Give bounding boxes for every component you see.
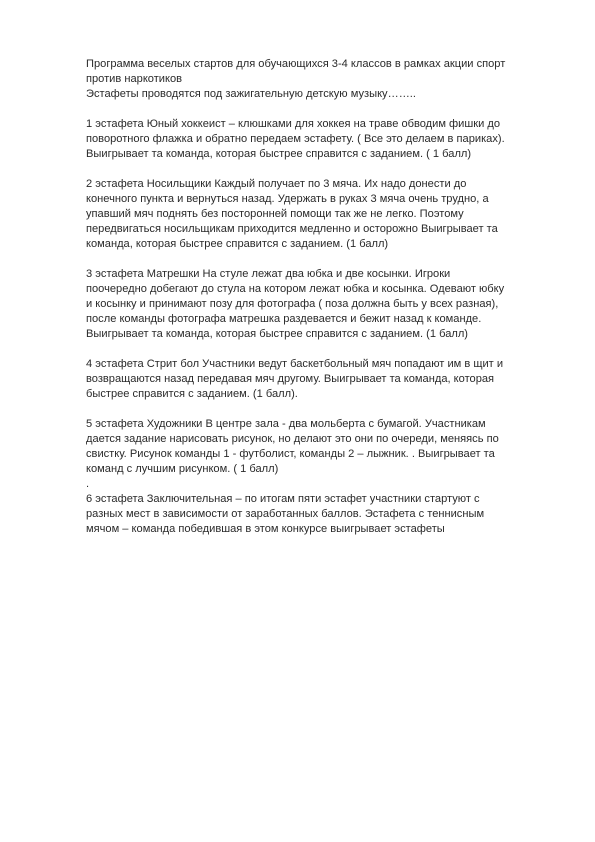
relay-5-paragraph: 5 эстафета Художники В центре зала - два мольберта с бумагой. Участникам дается задание нарисовать рисунок, но делают это они по очереди, меняясь по свистку. Рисунок команды 1 - футболист, команды 2 – лыжник. . Выигрывает та команд с лучшим рисунком. ( 1 балл) — [86, 418, 499, 475]
document-intro: Эстафеты проводятся под зажигательную детскую музыку…….. — [86, 88, 416, 100]
document-body — [86, 57, 556, 537]
paragraph-gap — [86, 402, 556, 417]
paragraph-gap — [86, 342, 556, 357]
document-title: Программа веселых стартов для обучающихся 3-4 классов в рамках акции спорт против наркотиков — [86, 58, 506, 85]
relay-4-paragraph: 4 эстафета Стрит бол Участники ведут баскетбольный мяч попадают им в щит и возвращаются назад передавая мяч другому. Выигрывает та команда, которая быстрее справится с заданием. (1 балл). — [86, 358, 504, 400]
paragraph-gap — [86, 102, 556, 117]
relay-1-paragraph: 1 эстафета Юный хоккеист – клюшками для хоккея на траве обводим фишки до поворотного флажка и обратно передаем эстафету. ( Все это делаем в париках). Выигрывает та команда, которая быстрее справится с заданием. ( 1 балл) — [86, 118, 505, 160]
stray-period: . — [86, 478, 90, 490]
relay-6-paragraph: 6 эстафета Заключительная – по итогам пяти эстафет участники стартуют с разных мест в зависимости от заработанных баллов. Эстафета с теннисным мячом – команда победившая в этом конкурсе выигрывает эстафеты — [86, 493, 485, 535]
paragraph-gap — [86, 252, 556, 267]
relay-2-paragraph: 2 эстафета Носильщики Каждый получает по 3 мяча. Их надо донести до конечного пункта и вернуться назад. Удержать в руках 3 мяча очень трудно, а упавший мяч поднять без посторонней помощи так же не легко. Поэтому передвигаться носильщикам приходится медленно и осторожно Выигрывает та команда, которая быстрее справится с заданием. (1 балл) — [86, 178, 498, 250]
paragraph-gap — [86, 162, 556, 177]
relay-3-paragraph: 3 эстафета Матрешки На стуле лежат два юбка и две косынки. Игроки поочередно добегают до стула на котором лежат юбка и косынка. Одевают юбку и косынку и принимают позу для фотографа ( поза должна быть у всех разная), после команды фотографа матрешка раздевается и бежит назад к команде. Выигрывает та команда, которая быстрее справится с заданием. (1 балл) — [86, 268, 505, 340]
